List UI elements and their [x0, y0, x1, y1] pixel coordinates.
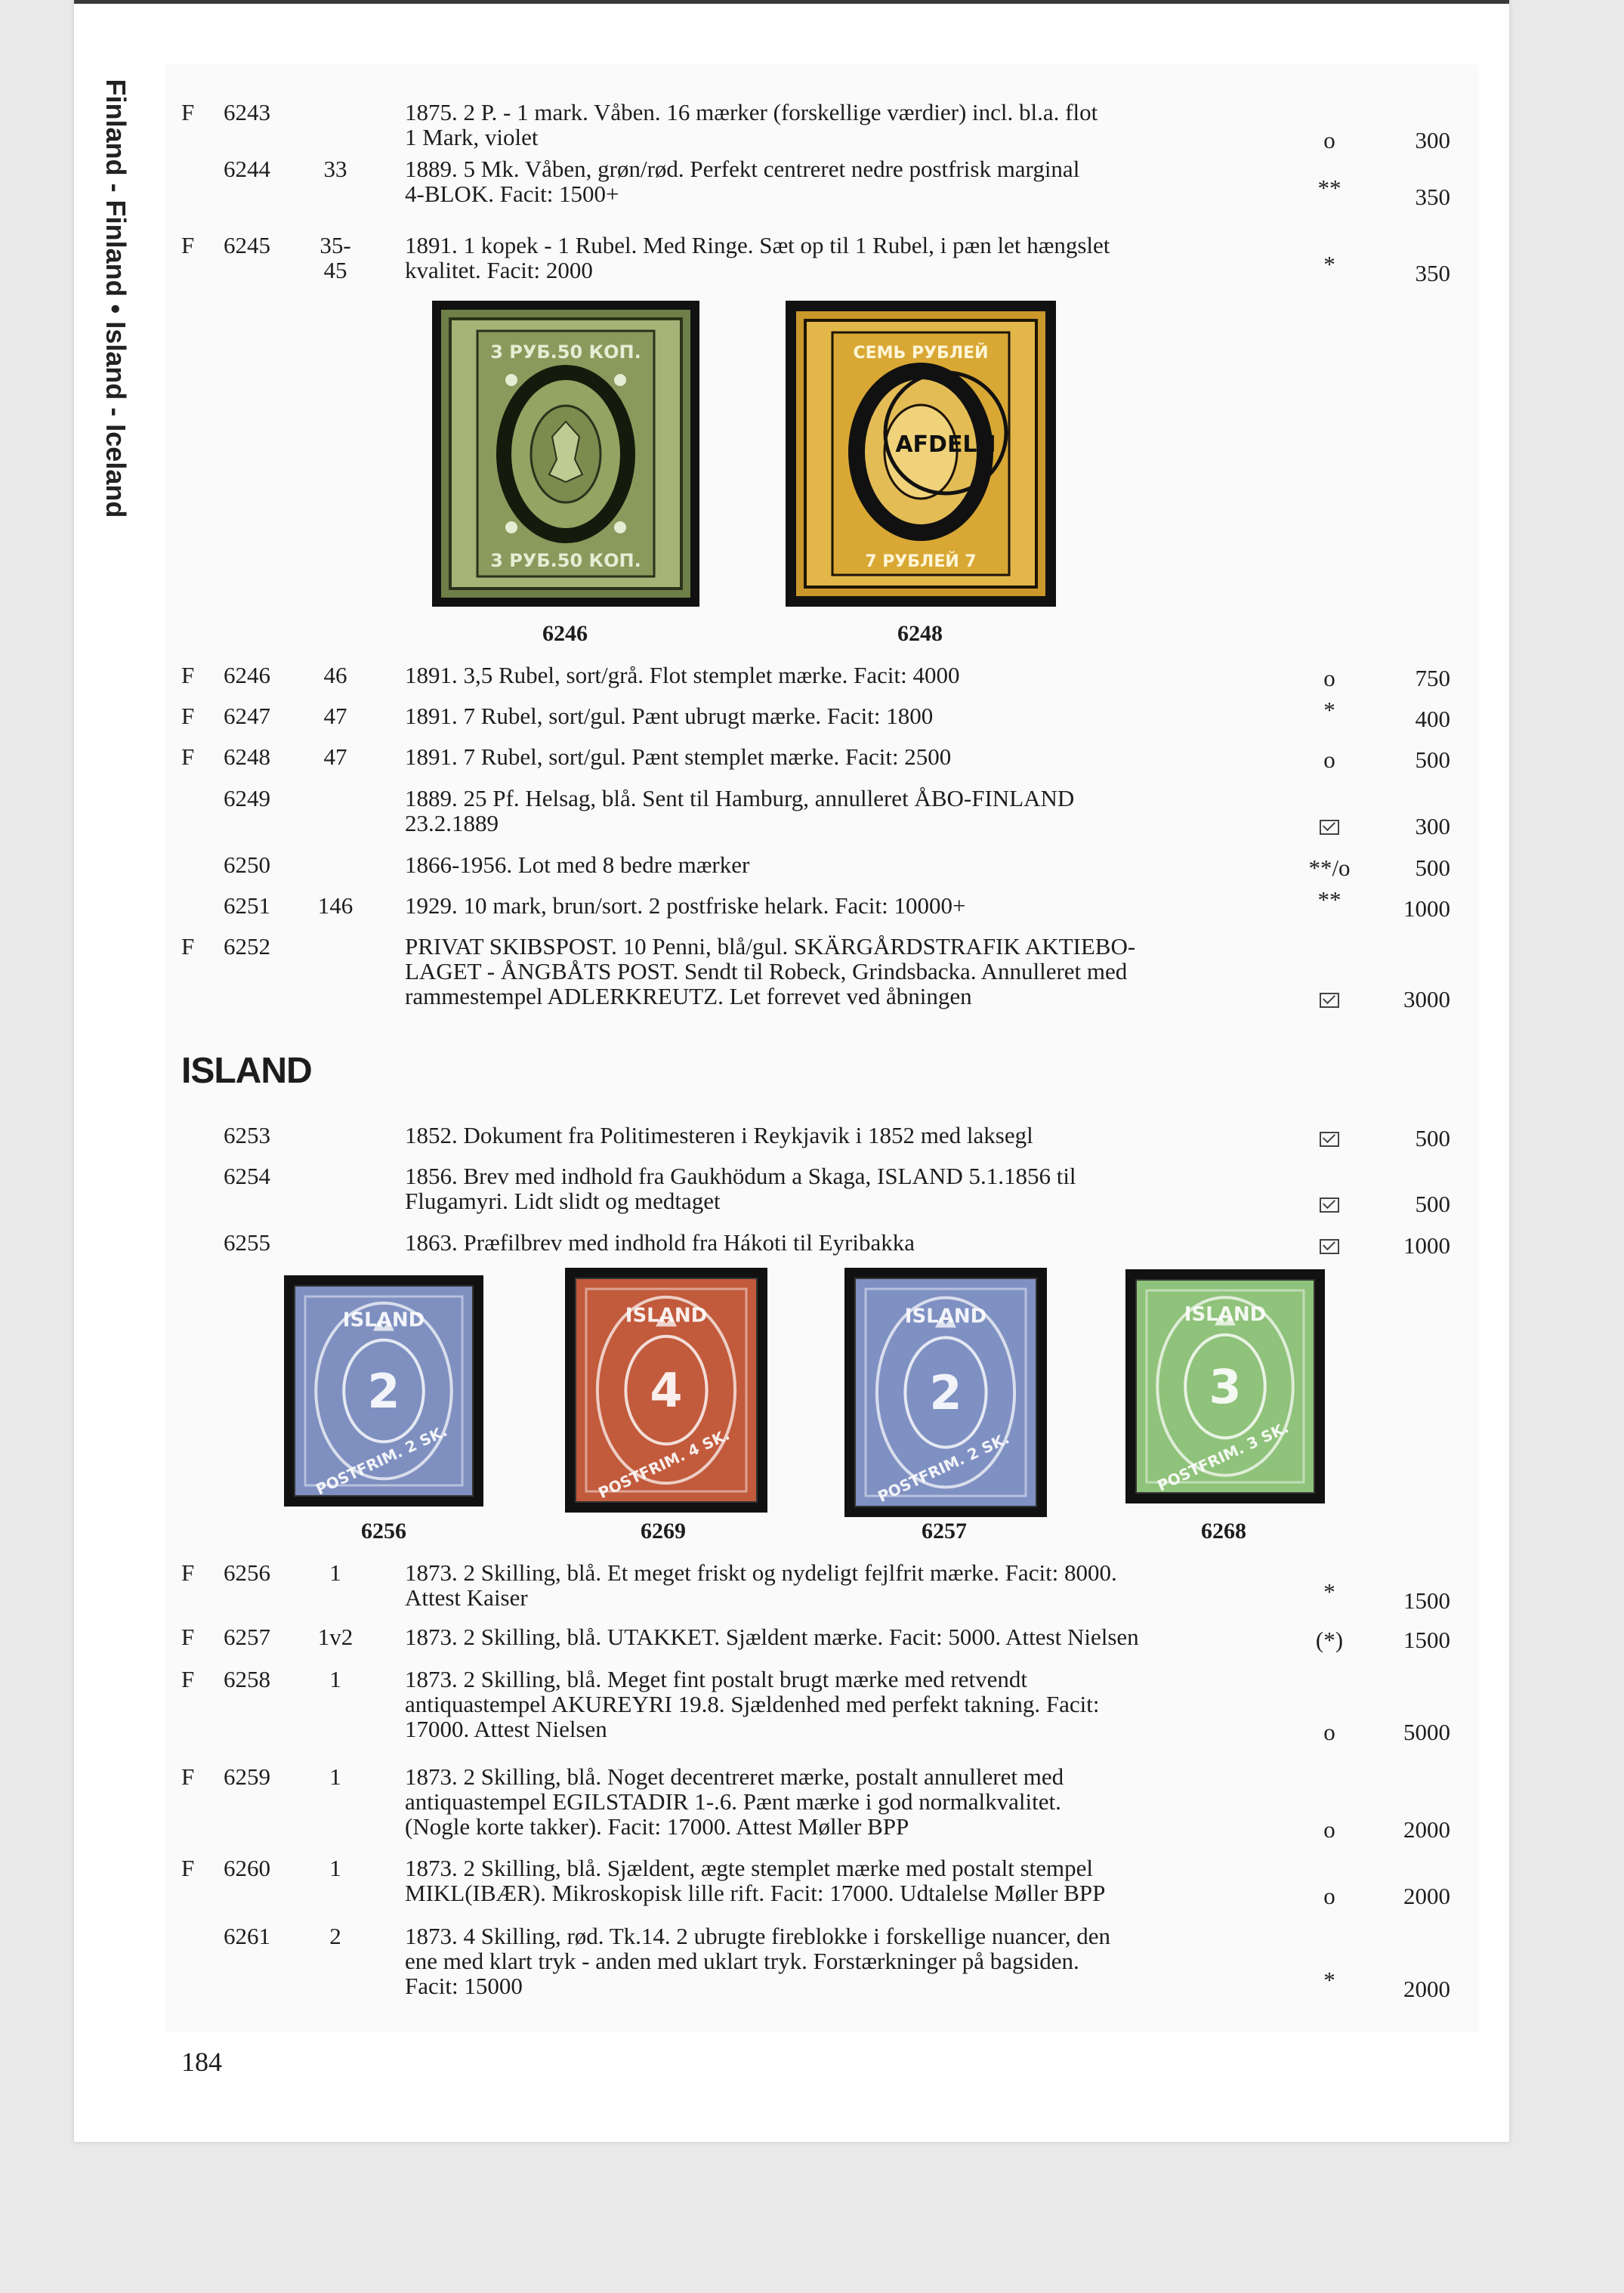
lot-flag: F: [181, 99, 195, 125]
lot-number: 6249: [224, 785, 270, 811]
stamp-6246-bottom-text: 3 РУБ.50 КОП.: [490, 550, 641, 571]
lot-description: [405, 703, 1266, 728]
lot-number: 6248: [224, 743, 270, 770]
lot-price: 500: [1415, 854, 1450, 881]
lot-description: [405, 156, 1266, 206]
stamp-image-6269: [565, 1268, 767, 1513]
description-line: 1 Mark, violet: [405, 124, 539, 150]
stamp-6248-top-text: СЕМЬ РУБЛЕЙ: [853, 344, 989, 363]
description-line: Facit: 15000: [405, 1973, 523, 1999]
lot-number: 6259: [224, 1763, 270, 1790]
caption-6257: 6257: [922, 1519, 967, 1544]
description-line: 1873. 2 Skilling, blå. UTAKKET. Sjældent mærke. Facit: 5000. Attest Nielsen: [405, 1624, 1139, 1650]
description-line: antiquastempel EGILSTADIR 1-.6. Pænt mærke i god normalkvalitet.: [405, 1788, 1061, 1815]
lot-price: 500: [1415, 1191, 1450, 1217]
facit-number: 1: [329, 1666, 341, 1692]
lot-description: [405, 852, 1266, 877]
description-line: 1866-1956. Lot med 8 bedre mærker: [405, 851, 750, 878]
lot-number: 6250: [224, 851, 270, 878]
lot-price: 500: [1415, 1125, 1450, 1151]
caption-6246: 6246: [542, 621, 588, 646]
lot-number: 6255: [224, 1229, 270, 1256]
stamp-bottom-text: POSTFRIM. 3 SK.: [1154, 1418, 1292, 1495]
caption-6248: 6248: [897, 621, 943, 646]
description-line: 1889. 5 Mk. Våben, grøn/rød. Perfekt centreret nedre postfrisk marginal: [405, 156, 1080, 182]
caption-6268: 6268: [1201, 1519, 1246, 1544]
condition-mark: o: [1323, 746, 1335, 773]
condition-mark: **: [1317, 886, 1341, 913]
page-number: 184: [181, 2047, 222, 2077]
description-line: (Nogle korte takker). Facit: 17000. Attest Møller BPP: [405, 1813, 909, 1840]
cover-envelope-icon: [1292, 1231, 1367, 1256]
condition-mark: o: [1323, 665, 1335, 691]
cover-envelope-icon: [1292, 1190, 1367, 1215]
stamp-country-text: ISLAND: [1184, 1303, 1267, 1327]
lot-flag: F: [181, 232, 195, 258]
facit-number: 47: [323, 743, 347, 770]
condition-mark: o: [1323, 1816, 1335, 1843]
description-line: 1856. Brev med indhold fra Gaukhödum a Skaga, ISLAND 5.1.1856 til: [405, 1163, 1076, 1189]
lot-price: 300: [1415, 813, 1450, 839]
description-line: kvalitet. Facit: 2000: [405, 257, 593, 283]
lot-number: 6258: [224, 1666, 270, 1692]
facit-number: 33: [323, 156, 347, 182]
description-line: Flugamyri. Lidt slidt og medtaget: [405, 1188, 721, 1214]
lot-number: 6256: [224, 1559, 270, 1586]
lot-flag: F: [181, 743, 195, 770]
lot-description: [405, 663, 1266, 688]
description-line: 23.2.1889: [405, 810, 499, 836]
stamp-value-digit: 3: [1209, 1359, 1242, 1414]
stamp-value-digit: 4: [650, 1363, 683, 1418]
lot-number: 6247: [224, 703, 270, 729]
condition-mark: (*): [1315, 1627, 1344, 1653]
lot-description: [405, 1856, 1266, 1905]
description-line: MIKL(IBÆR). Mikroskopisk lille rift. Facit: 17000. Udtalelse Møller BPP: [405, 1880, 1106, 1906]
lot-number: 6261: [224, 1923, 270, 1949]
stamp-6248-bottom-text: 7 РУБЛЕЙ 7: [865, 552, 977, 571]
top-border: [74, 0, 1509, 4]
stamp-image-6256: [284, 1275, 483, 1507]
condition-mark: o: [1323, 127, 1335, 153]
sidebar-title: Finland - Finland • Island - Iceland: [100, 79, 131, 518]
description-line: 1873. 2 Skilling, blå. Sjældent, ægte stemplet mærke med postalt stempel: [405, 1855, 1093, 1881]
lot-flag: F: [181, 703, 195, 729]
lot-price: 400: [1415, 706, 1450, 732]
lot-number: 6253: [224, 1122, 270, 1148]
stamp-value-digit: 2: [367, 1364, 400, 1419]
lot-description: [405, 1123, 1266, 1148]
lot-description: [405, 100, 1266, 150]
lot-price: 1500: [1403, 1627, 1450, 1653]
lot-number: 6257: [224, 1624, 270, 1650]
description-line: 4-BLOK. Facit: 1500+: [405, 181, 619, 207]
stamp-bottom-text: POSTFRIM. 2 SK.: [875, 1429, 1012, 1507]
lot-flag: F: [181, 933, 195, 960]
condition-mark: o: [1323, 1719, 1335, 1745]
stamp-bottom-text: POSTFRIM. 2 SK.: [313, 1421, 450, 1499]
lot-description: [405, 1764, 1266, 1839]
condition-mark: *: [1323, 1578, 1335, 1605]
caption-6256: 6256: [361, 1519, 406, 1544]
lot-number: 6244: [224, 156, 270, 182]
lot-flag: F: [181, 662, 195, 688]
condition-mark: *: [1323, 1967, 1335, 1993]
stamp-bottom-text: POSTFRIM. 4 SK.: [595, 1425, 733, 1503]
description-line: 1891. 7 Rubel, sort/gul. Pænt stemplet mærke. Facit: 2500: [405, 743, 952, 770]
description-line: Attest Kaiser: [405, 1584, 528, 1611]
facit-number: 146: [317, 892, 354, 919]
description-line: 1929. 10 mark, brun/sort. 2 postfriske helark. Facit: 10000+: [405, 892, 966, 919]
facit-number: 1: [329, 1559, 341, 1586]
lot-flag: F: [181, 1559, 195, 1586]
lot-price: 500: [1415, 746, 1450, 773]
stamp-6248-postmark: AFDELN: [895, 431, 996, 458]
facit-number: 35-45: [320, 232, 351, 283]
facit-number: 46: [323, 662, 347, 688]
description-line: 1891. 3,5 Rubel, sort/grå. Flot stemplet mærke. Facit: 4000: [405, 662, 960, 688]
lot-description: [405, 1230, 1266, 1255]
facit-number: 1: [329, 1763, 341, 1790]
lot-description: [405, 1624, 1266, 1649]
lot-flag: F: [181, 1763, 195, 1790]
caption-6269: 6269: [641, 1519, 686, 1544]
lot-price: 350: [1415, 184, 1450, 210]
lot-price: 1000: [1403, 1232, 1450, 1259]
facit-number: 2: [329, 1923, 341, 1949]
description-line: 1863. Præfilbrev med indhold fra Hákoti til Eyribakka: [405, 1229, 915, 1256]
description-line: antiquastempel AKUREYRI 19.8. Sjældenhed med perfekt takning. Facit:: [405, 1691, 1100, 1717]
lot-description: [405, 893, 1266, 918]
lot-description: [405, 1163, 1266, 1213]
lot-number: 6260: [224, 1855, 270, 1881]
condition-mark: o: [1323, 1883, 1335, 1909]
stamp-country-text: ISLAND: [904, 1305, 987, 1328]
lot-number: 6245: [224, 232, 270, 258]
description-line: 1852. Dokument fra Politimesteren i Reykjavik i 1852 med laksegl: [405, 1122, 1033, 1148]
lot-price: 1500: [1403, 1587, 1450, 1614]
stamp-6246-image: [432, 301, 699, 607]
condition-mark: **/o: [1308, 854, 1351, 881]
lot-description: [405, 1667, 1266, 1741]
lot-price: 750: [1415, 665, 1450, 691]
description-line: ene med klart tryk - anden med uklart tryk. Forstærkninger på bagsiden.: [405, 1948, 1079, 1974]
lot-flag: F: [181, 1624, 195, 1650]
description-line: 1891. 7 Rubel, sort/gul. Pænt ubrugt mærke. Facit: 1800: [405, 703, 934, 729]
lot-description: [405, 744, 1266, 769]
cover-envelope-icon: [1292, 812, 1367, 837]
stamp-country-text: ISLAND: [625, 1304, 708, 1327]
description-line: 17000. Attest Nielsen: [405, 1716, 607, 1742]
description-line: PRIVAT SKIBSPOST. 10 Penni, blå/gul. SKÄRGÅRDSTRAFIK AKTIEBO-: [405, 933, 1136, 960]
lot-number: 6254: [224, 1163, 270, 1189]
cover-envelope-icon: [1292, 1124, 1367, 1149]
description-line: rammestempel ADLERKREUTZ. Let forrevet ved åbningen: [405, 983, 972, 1009]
description-line: 1873. 2 Skilling, blå. Et meget friskt og nydeligt fejlfrit mærke. Facit: 8000.: [405, 1559, 1117, 1586]
lot-price: 350: [1415, 260, 1450, 286]
lot-description: [405, 233, 1266, 283]
description-line: 1873. 2 Skilling, blå. Noget decentreret mærke, postalt annulleret med: [405, 1763, 1064, 1790]
lot-price: 300: [1415, 127, 1450, 153]
lot-flag: F: [181, 1855, 195, 1881]
lot-price: 2000: [1403, 1883, 1450, 1909]
lot-price: 2000: [1403, 1816, 1450, 1843]
lot-price: 2000: [1403, 1976, 1450, 2002]
lot-number: 6243: [224, 99, 270, 125]
stamp-6248-image: [786, 301, 1056, 607]
section-heading-island: ISLAND: [181, 1051, 312, 1091]
stamp-image-6257: [844, 1268, 1047, 1517]
lot-price: 1000: [1403, 895, 1450, 922]
description-line: 1873. 2 Skilling, blå. Meget fint postalt brugt mærke med retvendt: [405, 1666, 1027, 1692]
description-line: 1873. 4 Skilling, rød. Tk.14. 2 ubrugte fireblokke i forskellige nuancer, den: [405, 1923, 1111, 1949]
description-line: 1875. 2 P. - 1 mark. Våben. 16 mærker (forskellige værdier) incl. bl.a. flot: [405, 99, 1098, 125]
lot-number: 6246: [224, 662, 270, 688]
facit-number: 1v2: [317, 1624, 354, 1650]
lot-price: 3000: [1403, 986, 1450, 1012]
lot-description: [405, 934, 1266, 1009]
condition-mark: *: [1323, 697, 1335, 723]
lot-flag: F: [181, 1666, 195, 1692]
condition-mark: *: [1323, 251, 1335, 277]
stamp-country-text: ISLAND: [342, 1309, 425, 1332]
lot-number: 6251: [224, 892, 270, 919]
stamp-value-digit: 2: [929, 1365, 962, 1420]
stamp-6246-top-text: 3 РУБ.50 КОП.: [490, 341, 641, 363]
lot-description: [405, 1560, 1266, 1610]
description-line: 1891. 1 kopek - 1 Rubel. Med Ringe. Sæt op til 1 Rubel, i pæn let hængslet: [405, 232, 1110, 258]
lot-price: 5000: [1403, 1719, 1450, 1745]
description-line: LAGET - ÅNGBÅTS POST. Sendt til Robeck, Grindsbacka. Annulleret med: [405, 958, 1128, 984]
stamp-image-6268: [1125, 1269, 1325, 1503]
lot-number: 6252: [224, 933, 270, 960]
cover-envelope-icon: [1292, 985, 1367, 1010]
condition-mark: **: [1317, 175, 1341, 201]
description-line: 1889. 25 Pf. Helsag, blå. Sent til Hamburg, annulleret ÅBO-FINLAND: [405, 785, 1075, 811]
lot-description: [405, 1924, 1266, 1998]
facit-number: 47: [323, 703, 347, 729]
lot-description: [405, 786, 1266, 836]
facit-number: 1: [329, 1855, 341, 1881]
